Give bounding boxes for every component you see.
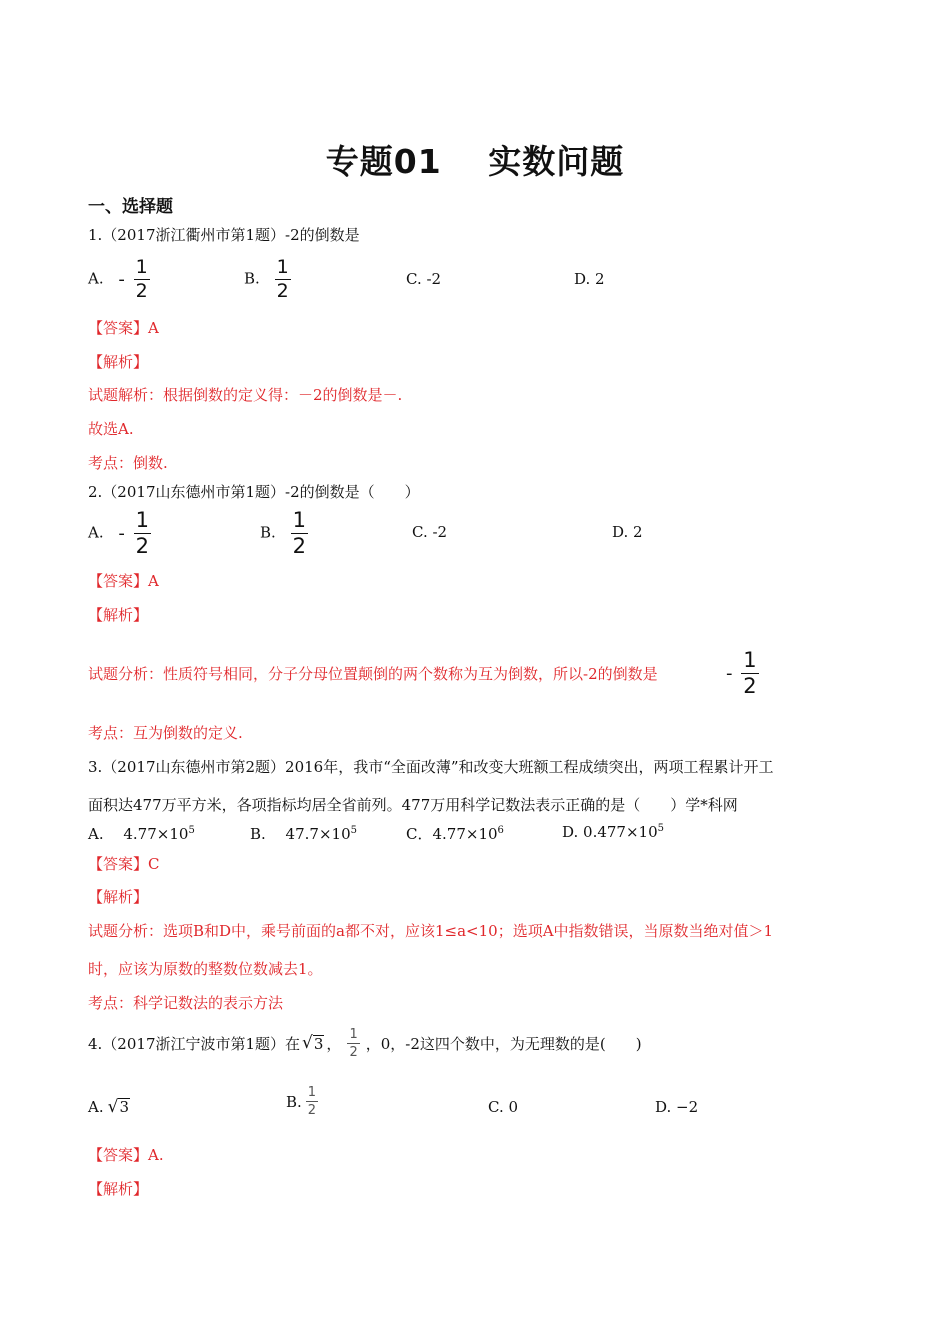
q3-knowledge-point: 考点：科学记数法的表示方法 (88, 994, 284, 1012)
q1-analysis-line: 试题解析：根据倒数的定义得：－2的倒数是－. (88, 386, 403, 404)
q1-conclusion: 故选A. (88, 420, 134, 438)
q2-knowledge-point: 考点：互为倒数的定义. (88, 724, 243, 742)
q3-option-c: C．$4.77\times 10^6$ (406, 825, 504, 843)
section-heading: 一、选择题 (88, 197, 173, 217)
q4-stem-sqrt: √ 3 (302, 1033, 324, 1054)
q2-option-a-sign: - (118, 523, 125, 544)
q2-analysis-fraction-wrap (726, 650, 759, 697)
q1-option-a-label: A. (88, 269, 104, 288)
q2-stem: 2.（2017山东德州市第1题）-2的倒数是（ ） (88, 483, 420, 501)
q3-option-b: B. $47.7\times 10^5$ (250, 825, 357, 843)
q2-option-b-label: B. (260, 523, 276, 542)
q2-option-a (88, 510, 151, 557)
q2-option-c: C. -2 (412, 523, 448, 541)
q1-option-b-fraction: $\frac{1}{2}$ (276, 256, 289, 302)
q1-answer: 【答案】A (88, 319, 159, 337)
q3-stem-line2: 面积达477万平方米，各项指标均居全省前列。477万用科学记数法表示正确的是（ ）学*科网 (88, 796, 738, 814)
q4-option-c: C. 0 (488, 1098, 519, 1116)
q4-answer: 【答案】A. (88, 1146, 164, 1164)
q3-stem-line1: 3.（2017山东德州市第2题）2016年，我市“全面改薄”和改变大班额工程成绩突出，两项工程累计开工 (88, 758, 774, 776)
q3-option-d: D. $0.477\times 10^5$ (562, 823, 664, 841)
q1-option-c: C. -2 (406, 270, 442, 288)
q1-analysis-label: 【解析】 (88, 353, 149, 371)
q4-option-d: D. −2 (655, 1098, 699, 1116)
q3-analysis-line2: 时，应该为原数的整数位数减去1。 (88, 960, 323, 978)
q2-analysis-label: 【解析】 (88, 606, 149, 624)
q4-option-a: A. √ 3 (88, 1096, 129, 1117)
q4-stem: 4.（2017浙江宁波市第1题）在 √ 3 ， $\frac{1}{2}$ ，0，-2这四个数中，为无理数的是( ) (88, 1027, 642, 1060)
q2-option-a-label: A. (88, 523, 104, 542)
q3-answer: 【答案】C (88, 855, 160, 873)
q2-option-b (260, 510, 308, 557)
q3-analysis-label: 【解析】 (88, 888, 149, 906)
q1-stem: 1.（2017浙江衢州市第1题）-2的倒数是 (88, 226, 360, 244)
q1-option-d: D. 2 (574, 270, 605, 288)
q2-option-a-fraction: $\frac{1}{2}$ (135, 508, 150, 558)
q4-stem-fraction: $\frac{1}{2}$ (349, 1027, 358, 1060)
q4-option-a-sqrt: √ 3 (107, 1096, 129, 1117)
q2-analysis-sign: - (726, 663, 733, 684)
q1-knowledge-point: 考点：倒数. (88, 454, 168, 472)
q1-option-a-sign: - (118, 269, 125, 290)
q4-option-b-fraction: $\frac{1}{2}$ (307, 1085, 317, 1118)
q3-option-a: A. $4.77\times 10^5$ (88, 825, 195, 843)
q2-analysis-fraction: $\frac{1}{2}$ (743, 648, 757, 698)
q2-analysis-line: 试题分析：性质符号相同，分子分母位置颠倒的两个数称为互为倒数，所以-2的倒数是 (88, 665, 658, 683)
q1-option-a-fraction: $\frac{1}{2}$ (135, 256, 148, 302)
q1-option-b (244, 258, 291, 301)
q2-option-b-fraction: $\frac{1}{2}$ (292, 508, 306, 558)
q3-analysis-line1: 试题分析：选项B和D中，乘号前面的a都不对，应该1≤a<10；选项A中指数错误，当原数当绝对值＞1 (88, 922, 774, 940)
q4-option-b: B. $\frac{1}{2}$ (286, 1085, 317, 1118)
q1-option-b-label: B. (244, 269, 260, 288)
q2-answer: 【答案】A (88, 572, 159, 590)
q2-option-d: D. 2 (612, 523, 643, 541)
page-title: 专题01 实数问题 (325, 142, 625, 181)
q4-analysis-label: 【解析】 (88, 1180, 149, 1198)
q1-option-a (88, 258, 150, 301)
